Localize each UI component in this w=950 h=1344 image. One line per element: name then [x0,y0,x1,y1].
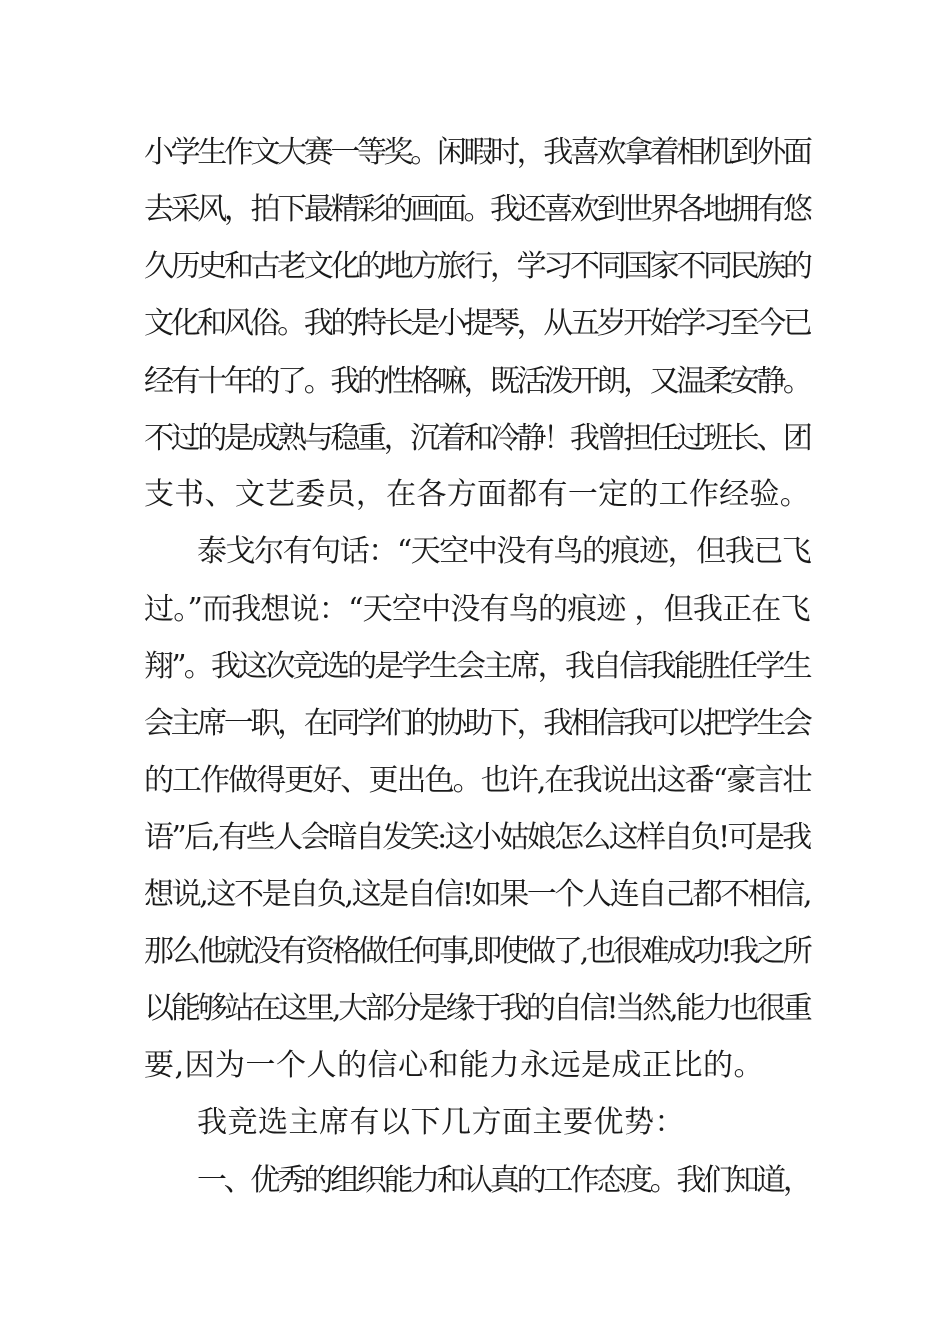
text-line: 久历史和古老文化的地方旅行，学习不同国家不同民族的 [144,249,810,284]
text-line: 泰戈尔有句话：“天空中没有鸟的痕迹，但我已飞 [197,534,811,569]
text-line: 那么他就没有资格做任何事,即使做了,也很难成功!我之所 [144,934,810,969]
text-line: 经有十年的了。我的性格嘛，既活泼开朗，又温柔安静。 [144,364,810,399]
text-line: 想说,这不是自负,这是自信!如果一个人连自己都不相信, [144,877,811,912]
text-line: 文化和风俗。我的特长是小提琴，从五岁开始学习至今已 [144,306,810,341]
text-line: 语”后,有些人会暗自发笑:这小姑娘怎么这样自负!可是我 [144,820,810,855]
text-line: 以能够站在这里,大部分是缘于我的自信!当然,能力也很重 [144,991,810,1026]
text-line: 小学生作文大赛一等奖。闲暇时，我喜欢拿着相机到外面 [144,135,810,170]
text-line: 我竞选主席有以下几方面主要优势： [197,1105,685,1140]
text-line: 要,因为一个人的信心和能力永远是成正比的。 [144,1048,765,1083]
text-line: 的工作做得更好、更出色。也许,在我说出这番“豪言壮 [144,763,811,798]
text-line: 支书、文艺委员，在各方面都有一定的工作经验。 [144,477,810,512]
text-line: 不过的是成熟与稳重，沉着和冷静！我曾担任过班长、团 [144,421,810,456]
text-line: 翔”。我这次竞选的是学生会主席，我自信我能胜任学生 [144,649,810,684]
text-line: 一、优秀的组织能力和认真的工作态度。我们知道， [197,1163,810,1198]
text-line: 会主席一职，在同学们的协助下，我相信我可以把学生会 [144,706,810,741]
text-line: 去采风，拍下最精彩的画面。我还喜欢到世界各地拥有悠 [144,192,810,227]
text-line: 过。”而我想说：“天空中没有鸟的痕迹 ，但我正在飞 [144,592,810,627]
